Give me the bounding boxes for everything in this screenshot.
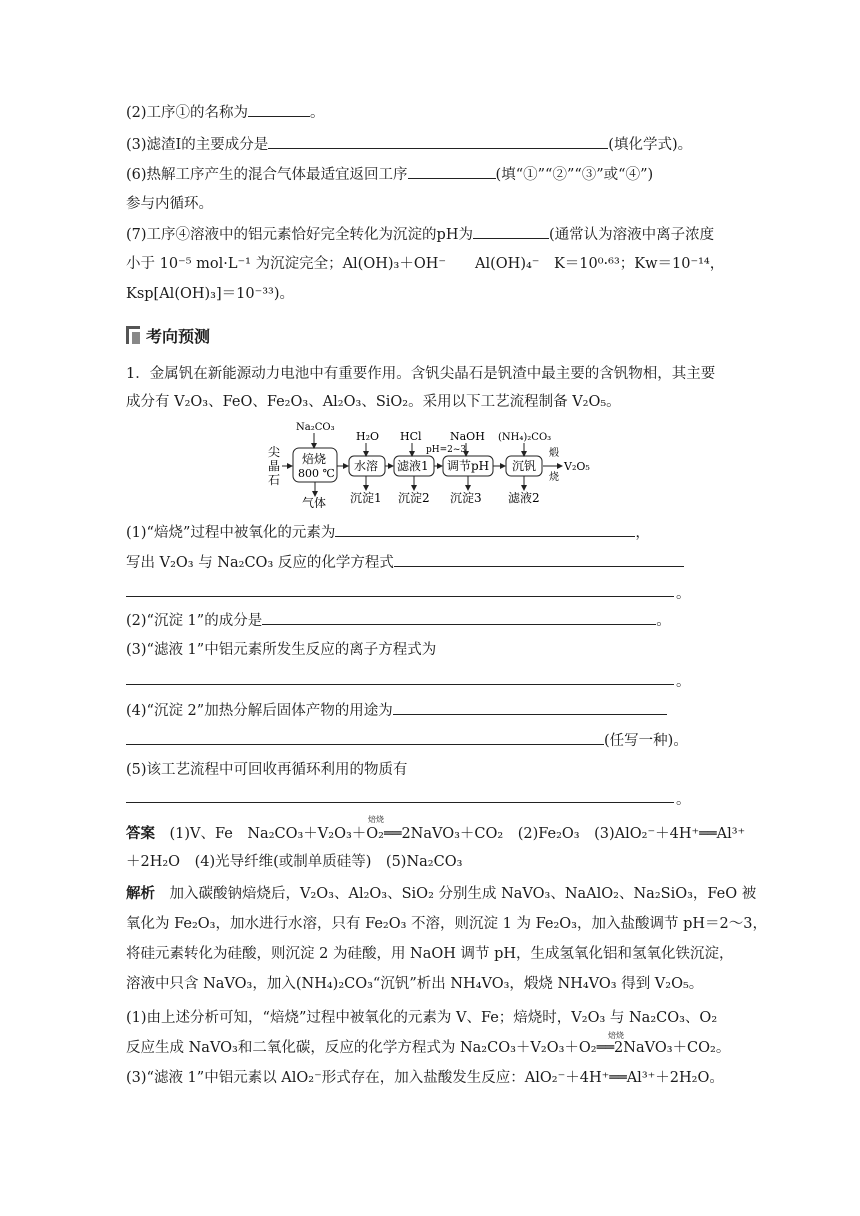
flow-step4-output: 沉淀3 [450,491,482,505]
question-7-cont1: 小于 10⁻⁵ mol·L⁻¹ 为沉淀完全；Al(OH)₃＋OH⁻ Al(OH)₄⁻ K＝10⁰·⁶³；Kw＝10⁻¹⁴， [126,256,725,272]
p1-q5-period: 。 [676,792,691,808]
question-3 [126,134,692,155]
p1-q1-period: 。 [676,586,691,602]
q7-blank [473,224,549,239]
analysis-text-1: 加入碳酸钠焙烧后，V₂O₃、Al₂O₃、SiO₂ 分别生成 NaVO₃、NaAlO₂、Na₂SiO₃，FeO 被 [155,886,757,902]
question-7 [126,224,714,245]
p1-q1-blank [335,522,635,537]
q2-text: (2)工序①的名称为 [126,105,249,121]
problem1-q3: (3)“滤液 1”中铝元素所发生反应的离子方程式为 [126,642,437,658]
q6-tail: (填“①”“②”“③”或“④”) [495,167,654,183]
problem1-q1 [126,522,650,543]
question-6 [126,164,653,185]
flow-ph-label: pH=2~3 [426,445,467,455]
p1-q1-comma: ， [635,525,650,541]
q3-blank [268,134,608,149]
p1-q4-text: (4)“沉淀 2”加热分解后固体产物的用途为 [126,703,393,719]
answer-text-1: (1)V、Fe Na₂CO₃＋V₂O₃＋O₂══2NaVO₃＋CO₂ (2)Fe₂O₃ (3)AlO₂⁻＋4H⁺══Al³⁺ [169,826,746,842]
answer-line-1 [126,824,745,844]
flow-step1-reagent: Na₂CO₃ [296,422,335,433]
answer-label: 答案 [126,826,155,842]
problem1-q4-cont [126,730,688,751]
analysis-line-1 [126,884,756,904]
flow-product: V₂O₅ [564,460,590,473]
problem1-q5: (5)该工艺流程中可回收再循环利用的物质有 [126,762,408,778]
p1-q2-text: (2)“沉淀 1”的成分是 [126,613,263,629]
flow-step5-label: 沉钒 [512,459,537,473]
p1-q4b-blank [126,730,604,745]
section-title: 考向预测 [146,326,211,346]
flow-start-3: 石 [268,473,281,487]
analysis-line-2: 氧化为 Fe₂O₃，加水进行水溶，只有 Fe₂O₃ 不溶，则沉淀 1 为 Fe₂O₃，加入盐酸调节 pH＝2～3， [126,916,767,932]
flow-step5-reagent: (NH₄)₂CO₃ [498,432,552,443]
process-flow-diagram [262,418,602,508]
question-6-cont: 参与内循环。 [126,196,213,212]
flow-step4-reagent: NaOH [450,430,485,443]
question-7-cont2: Ksp[Al(OH)₃]＝10⁻³³)。 [126,286,295,302]
q2-blank [248,102,310,117]
analysis-line-7: (3)“滤液 1”中铝元素以 AlO₂⁻形式存在，加入盐酸发生反应：AlO₂⁻＋4H⁺══Al³⁺＋2H₂O。 [126,1070,724,1086]
q6-text: (6)热解工序产生的混合气体最适宜返回工序 [126,167,408,183]
p1-q2-period: 。 [656,613,671,629]
flow-step1-output: 气体 [302,496,327,508]
answer-line-2: ＋2H₂O (4)光导纤维(或制单质硅等) (5)Na₂CO₃ [126,854,463,870]
flow-step1-temp: 800 ℃ [298,467,335,480]
q6-blank [408,164,496,179]
problem1-intro: 1．金属钒在新能源动力电池中有重要作用。含钒尖晶石是钒渣中最主要的含钒物相，其主要 [126,366,716,382]
question-2 [126,102,325,123]
p1-q1-text: (1)“焙烧”过程中被氧化的元素为 [126,525,336,541]
flow-step2-reagent: H₂O [356,430,380,443]
analysis-condition: 焙烧 [608,1031,624,1040]
p1-q1b-text: 写出 V₂O₃ 与 Na₂CO₃ 反应的化学方程式 [126,555,394,571]
flow-step5-output: 滤液2 [508,491,540,505]
p1-q4-tail: (任写一种)。 [604,733,688,749]
p1-q3-period: 。 [676,674,691,690]
flow-step3-reagent: HCl [400,430,422,443]
flow-start-2: 晶 [268,459,281,473]
problem1-q4 [126,700,667,721]
q7-text: (7)工序④溶液中的铝元素恰好完全转化为沉淀的pH为 [126,227,473,243]
flow-step1-label: 焙烧 [302,452,327,466]
problem1-q2 [126,610,671,631]
analysis-line-5: (1)由上述分析可知，“焙烧”过程中被氧化的元素为 V、Fe；焙烧时，V₂O₃ 与 Na₂CO₃、O₂ [126,1010,718,1026]
p1-q1b-blank [394,552,684,567]
q3-text: (3)滤渣Ⅰ的主要成分是 [126,137,269,153]
section-header [126,322,210,348]
flow-start-1: 尖 [268,445,281,459]
answer-condition: 焙烧 [368,815,384,824]
flow-step2-output: 沉淀1 [350,491,382,505]
q2-period: 。 [310,105,325,121]
q7-tail: (通常认为溶液中离子浓度 [548,227,715,243]
p1-q5-answer-line [126,802,674,803]
flow-final-label-1: 煅 [549,448,559,459]
flow-final-label-2: 烧 [549,472,559,483]
p1-q1-answer-line [126,596,674,597]
flow-step4-label: 调节pH [447,459,490,473]
p1-q4-blank [393,700,667,715]
flow-step2-label: 水溶 [354,459,379,473]
analysis-line-4: 溶液中只含 NaVO₃，加入(NH₄)₂CO₃“沉钒”析出 NH₄VO₃，煅烧 NH₄VO₃ 得到 V₂O₅。 [126,976,704,992]
analysis-line-3: 将硅元素转化为硅酸，则沉淀 2 为硅酸，用 NaOH 调节 pH，生成氢氧化铝和氢氧化铁沉淀， [126,946,734,962]
flow-step3-output: 沉淀2 [398,491,430,505]
analysis-label: 解析 [126,886,155,902]
problem1-q1-cont [126,552,684,573]
p1-q2-blank [262,610,656,625]
analysis-line-6: 反应生成 NaVO₃和二氧化碳，反应的化学方程式为 Na₂CO₃＋V₂O₃＋O₂══2NaVO₃＋CO₂。 [126,1040,731,1056]
q3-tail: (填化学式)。 [608,137,693,153]
problem1-intro-cont: 成分有 V₂O₃、FeO、Fe₂O₃、Al₂O₃、SiO₂。采用以下工艺流程制备 V₂O₅。 [126,394,621,410]
flow-step3-label: 滤液1 [397,459,429,473]
p1-q3-answer-line [126,684,674,685]
section-marker-icon [126,326,140,344]
